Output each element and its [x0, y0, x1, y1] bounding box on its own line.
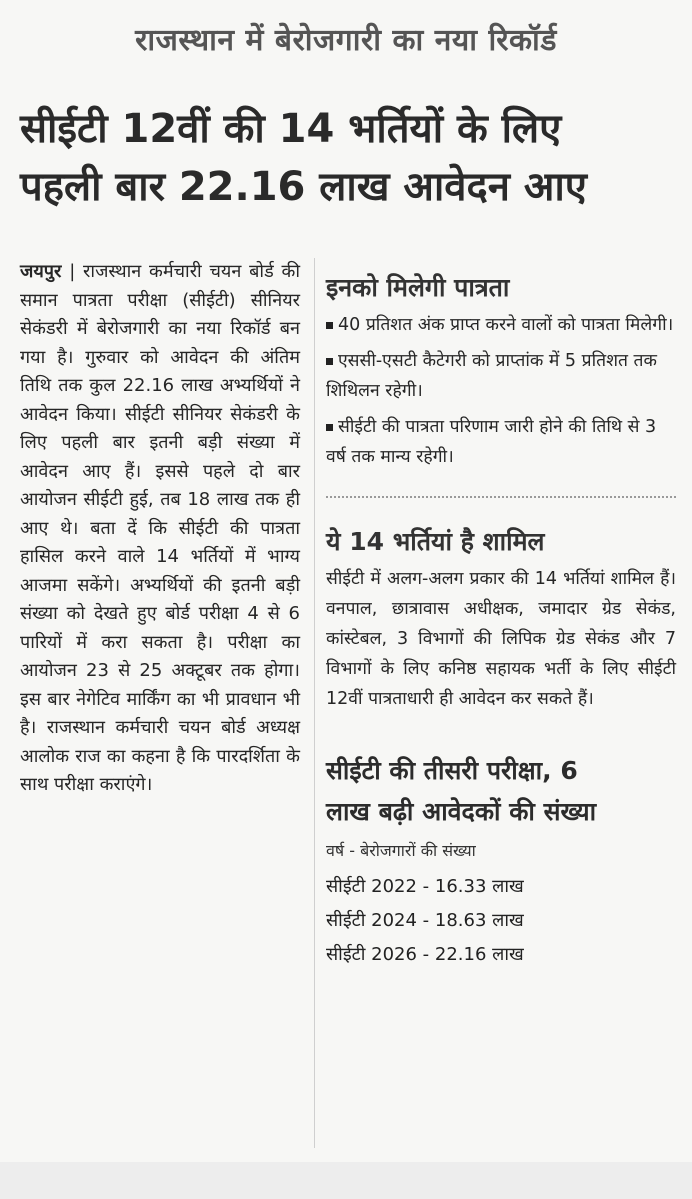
- kicker-headline: राजस्थान में बेरोजगारी का नया रिकॉर्ड: [135, 23, 557, 58]
- main-headline: [20, 100, 680, 216]
- stat-row: सीईटी 2026 - 22.16 लाख: [326, 944, 524, 965]
- eligibility-title: इनको मिलेगी पात्रता: [326, 273, 510, 302]
- third-exam-title-line-2: लाख बढ़ी आवेदकों की संख्या: [326, 797, 597, 826]
- dateline-separator: |: [69, 261, 84, 282]
- recruitments-text: सीईटी में अलग-अलग प्रकार की 14 भर्तियां शामिल हैं। वनपाल, छात्रावास अधीक्षक, जमादार ग्रेड सेकंड, कांस्टेबल, 3 विभागों की लिपिक ग्रेड सेकंड और 7 विभागों के लिए कनिष्ठ सहायक भर्ती के लिए सीईटी 12वीं पात्रताधारी ही आवेदन कर सकते हैं।: [326, 569, 676, 709]
- dateline: जयपुर: [20, 261, 62, 282]
- eligibility-item: [326, 346, 676, 406]
- eligibility-item: [326, 310, 676, 340]
- recruitments-title: ये 14 भर्तियां है शामिल: [326, 527, 545, 556]
- sidebar-column: [326, 270, 676, 972]
- stats-caption: वर्ष - बेरोजगारों की संख्या: [326, 841, 476, 860]
- eligibility-item-text: सीईटी की पात्रता परिणाम जारी होने की तिथि से 3 वर्ष तक मान्य रहेगी।: [326, 417, 657, 467]
- eligibility-item-text: 40 प्रतिशत अंक प्राप्त करने वालों को पात्रता मिलेगी।: [338, 315, 674, 335]
- bullet-icon: [326, 358, 333, 365]
- headline-line-2: पहली बार 22.16 लाख आवेदन आए: [20, 164, 587, 210]
- column-divider: [314, 258, 315, 1148]
- bullet-icon: [326, 424, 333, 431]
- article-text: राजस्थान कर्मचारी चयन बोर्ड की समान पात्रता परीक्षा (सीईटी) सीनियर सेकंडरी में बेरोजगारी का नया रिकॉर्ड बन गया है। गुरुवार को आवेदन की अंतिम तिथि तक कुल 22.16 लाख अभ्यर्थियों ने आवेदन किया। सीईटी सीनियर सेकंडरी के लिए पहली बार इतनी बड़ी संख्या में आवेदन आए हैं। इससे पहले दो बार आयोजन सीईटी हुई, तब 18 लाख तक ही आए थे। बता दें कि सीईटी की पात्रता हासिल करने वाले 14 भर्तियों में भाग्य आजमा सकेंगे। अभ्यर्थियों की इतनी बड़ी संख्या को देखते हुए बोर्ड परीक्षा 4 से 6 पारियों में करा सकता है। परीक्षा का आयोजन 23 से 25 अक्टूबर तक होगा। इस बार नेगेटिव मार्किंग का भी प्रावधान भी है। राजस्थान कर्मचारी चयन बोर्ड अध्यक्ष आलोक राज का कहना है कि पारदर्शिता के साथ परीक्षा कराएंगे।: [20, 261, 300, 795]
- stat-row: सीईटी 2024 - 18.63 लाख: [326, 910, 524, 931]
- stat-row: सीईटी 2022 - 16.33 लाख: [326, 876, 524, 897]
- eligibility-item: [326, 412, 676, 472]
- third-exam-title-line-1: सीईटी की तीसरी परीक्षा, 6: [326, 756, 578, 785]
- bullet-icon: [326, 322, 333, 329]
- headline-line-1: सीईटी 12वीं की 14 भर्तियों के लिए: [20, 106, 562, 152]
- third-exam-title: [326, 750, 676, 832]
- dotted-divider: [326, 496, 676, 498]
- eligibility-item-text: एससी-एसटी कैटेगरी को प्राप्तांक में 5 प्रतिशत तक शिथिलन रहेगी।: [326, 351, 657, 401]
- article-body: [20, 258, 300, 800]
